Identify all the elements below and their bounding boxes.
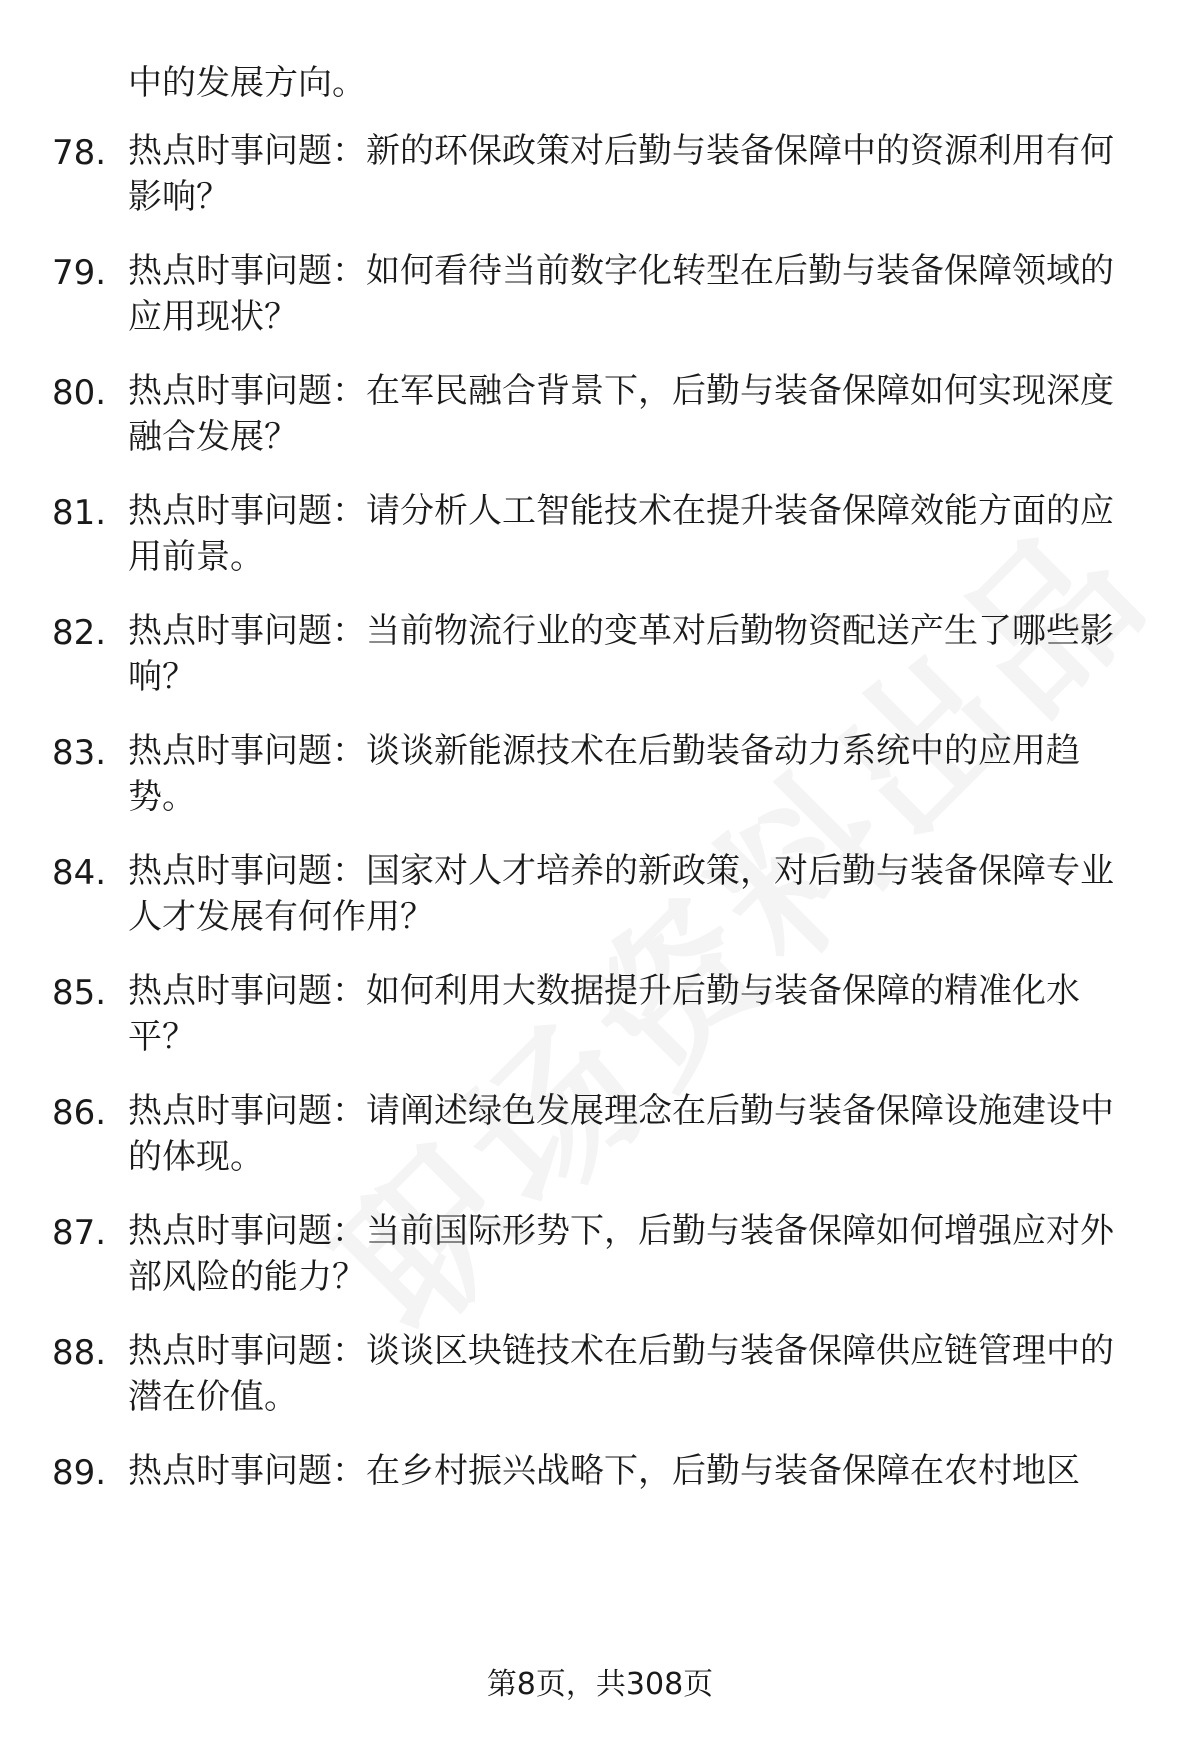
question-item	[0, 488, 1200, 598]
question-number: 79.	[52, 253, 107, 293]
question-number: 82.	[52, 613, 107, 653]
question-item	[0, 248, 1200, 358]
question-item	[0, 728, 1200, 838]
question-number: 88.	[52, 1333, 107, 1373]
question-text: 热点时事问题：国家对人才培养的新政策，对后勤与装备保障专业人才发展有何作用？	[128, 851, 1114, 937]
page-footer: 第8页，共308页	[486, 1667, 714, 1702]
question-text: 热点时事问题：请阐述绿色发展理念在后勤与装备保障设施建设中的体现。	[128, 1091, 1114, 1177]
question-item	[0, 968, 1200, 1078]
question-text: 热点时事问题：谈谈新能源技术在后勤装备动力系统中的应用趋势。	[128, 731, 1080, 817]
question-number: 86.	[52, 1093, 107, 1133]
question-text: 热点时事问题：谈谈区块链技术在后勤与装备保障供应链管理中的潜在价值。	[128, 1331, 1114, 1417]
question-text: 热点时事问题：在军民融合背景下，后勤与装备保障如何实现深度融合发展？	[128, 371, 1114, 457]
question-text: 热点时事问题：如何看待当前数字化转型在后勤与装备保障领域的应用现状？	[128, 251, 1114, 337]
question-number: 85.	[52, 973, 107, 1013]
question-text: 热点时事问题：当前国际形势下，后勤与装备保障如何增强应对外部风险的能力？	[128, 1211, 1114, 1297]
question-number: 80.	[52, 373, 107, 413]
question-item	[0, 1328, 1200, 1438]
question-item	[0, 368, 1200, 478]
question-item	[0, 608, 1200, 718]
question-text: 热点时事问题：在乡村振兴战略下，后勤与装备保障在农村地区	[128, 1451, 1080, 1491]
question-number: 83.	[52, 733, 107, 773]
question-text: 热点时事问题：当前物流行业的变革对后勤物资配送产生了哪些影响？	[128, 611, 1114, 697]
question-item	[0, 848, 1200, 958]
continuation-text: 中的发展方向。	[128, 63, 366, 103]
question-number: 78.	[52, 133, 107, 173]
question-number: 81.	[52, 493, 107, 533]
question-item	[0, 128, 1200, 238]
question-item	[0, 1208, 1200, 1318]
question-number: 87.	[52, 1213, 107, 1253]
question-text: 热点时事问题：如何利用大数据提升后勤与装备保障的精准化水平？	[128, 971, 1080, 1057]
question-text: 热点时事问题：请分析人工智能技术在提升装备保障效能方面的应用前景。	[128, 491, 1114, 577]
question-item	[0, 1448, 1200, 1508]
question-text: 热点时事问题：新的环保政策对后勤与装备保障中的资源利用有何影响？	[128, 131, 1114, 217]
question-number: 89.	[52, 1453, 107, 1493]
question-number: 84.	[52, 853, 107, 893]
question-item	[0, 1088, 1200, 1198]
